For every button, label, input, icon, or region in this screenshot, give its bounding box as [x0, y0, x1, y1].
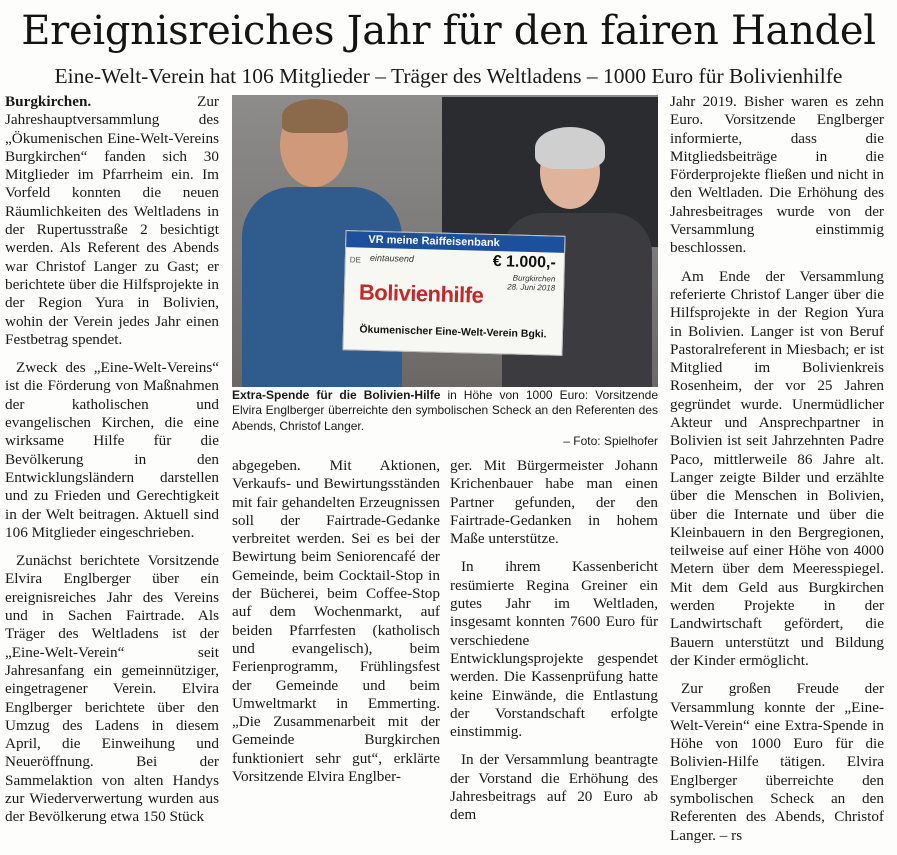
check-purpose: Bolivienhilfe [358, 279, 484, 308]
column-4 [670, 93, 884, 855]
person-woman-hair [535, 127, 605, 169]
column-1 [5, 93, 219, 837]
check-payer: Ökumenischer Eine-Welt-Verein Bgki. [359, 323, 547, 341]
paragraph-text: Zur großen Freude der Versammlung konnte der „Eine-Welt-Verein“ eine Extra-Spende in Höhe von 1000 Euro für die Bolivien-Hilfe tätigen. Elvira Englberger überreichte den symbolischen Scheck an den Referenten des Abends, Christof Langer. [670, 680, 884, 844]
paragraph: In ihrem Kassenbericht resümierte Regina Greiner ein gutes Jahr im Weltladen, insgesamt konnten 7600 Euro für verschiedene Entwicklungsprojekte gespendet werden. Die Kassenprüfung hatte keine Einwände, die Entlastung der Vorstandschaft erfolgte einstimmig. [450, 558, 658, 741]
column-3 [450, 457, 658, 835]
person-man-hair [282, 99, 348, 133]
paragraph: Zunächst berichtete Vorsitzende Elvira Englberger über ein ereignisreiches Jahr des Vereins und in Sachen Fairtrade. Als Träger des Weltladens ist der „Eine-Welt-Verein“ seit Jahresanfang ein gemeinnütziger, eingetragener Verein. Elvira Englberger berichtete über den Umzug des Ladens in diesem April, die Einweihung und Neueröffnung. Bei der Sammelaktion von alten Handys zur Wiederverwertung wurden aus der Bevölkerung etwa 150 Stück [5, 552, 219, 826]
check-date: 28. Juni 2018 [507, 282, 556, 293]
paragraph: abgegeben. Mit Aktionen, Verkaufs- und Bewirtungsständen mit fair gehandelten Erzeugnissen soll der Fairtrade-Gedanke verbreitet werden. Sei es bei der Bewirtung beim Seniorencafé der Gemeinde, beim Cocktail-Stop in der Bücherei, beim Coffee-Stop auf dem Wochenmarkt, auf beiden Pfarrfesten (katholisch und evangelisch), beim Ferienprogramm, Frühlingsfest der Gemeinde und beim Umweltmarkt in Emmerting. „Die Zusammenarbeit mit der Gemeinde Burgkirchen funktioniert sehr gut“, erklärte Vorsitzende Elvira Englber- [232, 457, 440, 786]
paragraph [5, 93, 219, 349]
check-place: Burgkirchen [512, 273, 556, 284]
paragraph [670, 680, 884, 845]
check-bank-name: VR meine Raiffeisenbank [346, 231, 564, 253]
caption-lead: Extra-Spende für die Bolivien-Hilfe [232, 388, 441, 402]
check-place-date [507, 273, 556, 292]
caption-text: in Höhe von 1000 Euro: Vorsitzende Elvira Englberger überreichte den symbolischen Scheck an den Referenten des Abends, Christof Langer. [232, 388, 658, 433]
article-photo [232, 95, 658, 387]
paragraph: In der Versammlung beantragte der Vorstand die Erhöhung des Jahresbeitrags auf 20 Euro ab dem [450, 751, 658, 824]
paragraph-text: Zur Jahreshauptversammlung des „Ökumenischen Eine-Welt-Vereins Burgkirchen“ fanden sich 30 Mitglieder im Pfarrheim ein. Im Vorfeld konnten die neuen Räumlichkeiten des Weltladens in der Rupertusstraße 2 besichtigt werden. Als Referent des Abends war Christof Langer zu Gast; er berichtete über die Hilfsprojekte in der Region Yura in Bolivien, wohin der Verein jedes Jahr einen Festbetrag spendet. [5, 93, 219, 348]
author-signature: – rs [715, 826, 743, 844]
paragraph: Am Ende der Versammlung referierte Christof Langer über die Hilfsprojekte in der Region Yura in Bolivien. Langer ist von Beruf Pastoralreferent in Miesbach; er ist Mitglied im Bolivienkreis Rosenheim, der vor 25 Jahren gegründet wurde. Unermüdlicher Akteur und Ansprechpartner in Bolivien ist seit Jahrzehnten Padre Paco, mittlerweile 86 Jahre alt. Langer zeigte Bilder und erzählte über die Menschen in Bolivien, über die Internate und über die Kleinbauern in den Bergregionen, teilweise auf einer Höhe von 4000 Metern über dem Meeresspiegel. Mit dem Geld aus Burgkirchen werden Projekte in der Landwirtschaft gefördert, die Bauern unterstützt und Bildung der Kinder ermöglicht. [670, 267, 884, 669]
paragraph: Jahr 2019. Bisher waren es zehn Euro. Vorsitzende Englberger informierte, dass die Mitgliedsbeiträge in die Förderprojekte fließen und nicht in den Weltladen. Die Erhöhung des Jahresbeitrages wurde von der Versammlung einstimmig beschlossen. [670, 93, 884, 257]
check-amount-words: eintausend [369, 252, 415, 264]
photo-caption [232, 388, 658, 450]
check-amount: € 1.000,- [492, 253, 557, 272]
dateline: Burgkirchen. [5, 93, 92, 110]
headline: Ereignisreiches Jahr für den fairen Handel [21, 8, 876, 54]
photo-credit: – Foto: Spielhofer [563, 434, 658, 449]
paragraph: ger. Mit Bürgermeister Johann Krichenbauer habe man einen Partner gefunden, der den Fairtrade-Gedanken in hohem Maße unterstütze. [450, 457, 658, 548]
column-2 [232, 457, 440, 796]
subheadline: Eine-Welt-Verein hat 106 Mitglieder – Träger des Weltladens – 1000 Euro für Bolivienhilfe [54, 64, 843, 88]
paragraph: Zweck des „Eine-Welt-Vereins“ ist die Förderung von Maßnahmen der katholischen und evangelischen Kirchen, die eine wirksame Hilfe für die Bevölkerung in den Entwicklungsländern darstellen und zu Frieden und Gerechtigkeit in der Welt beitragen. Aktuell sind 106 Mitglieder eingeschrieben. [5, 359, 219, 541]
donation-check [342, 230, 565, 356]
check-de: DE [349, 255, 362, 265]
